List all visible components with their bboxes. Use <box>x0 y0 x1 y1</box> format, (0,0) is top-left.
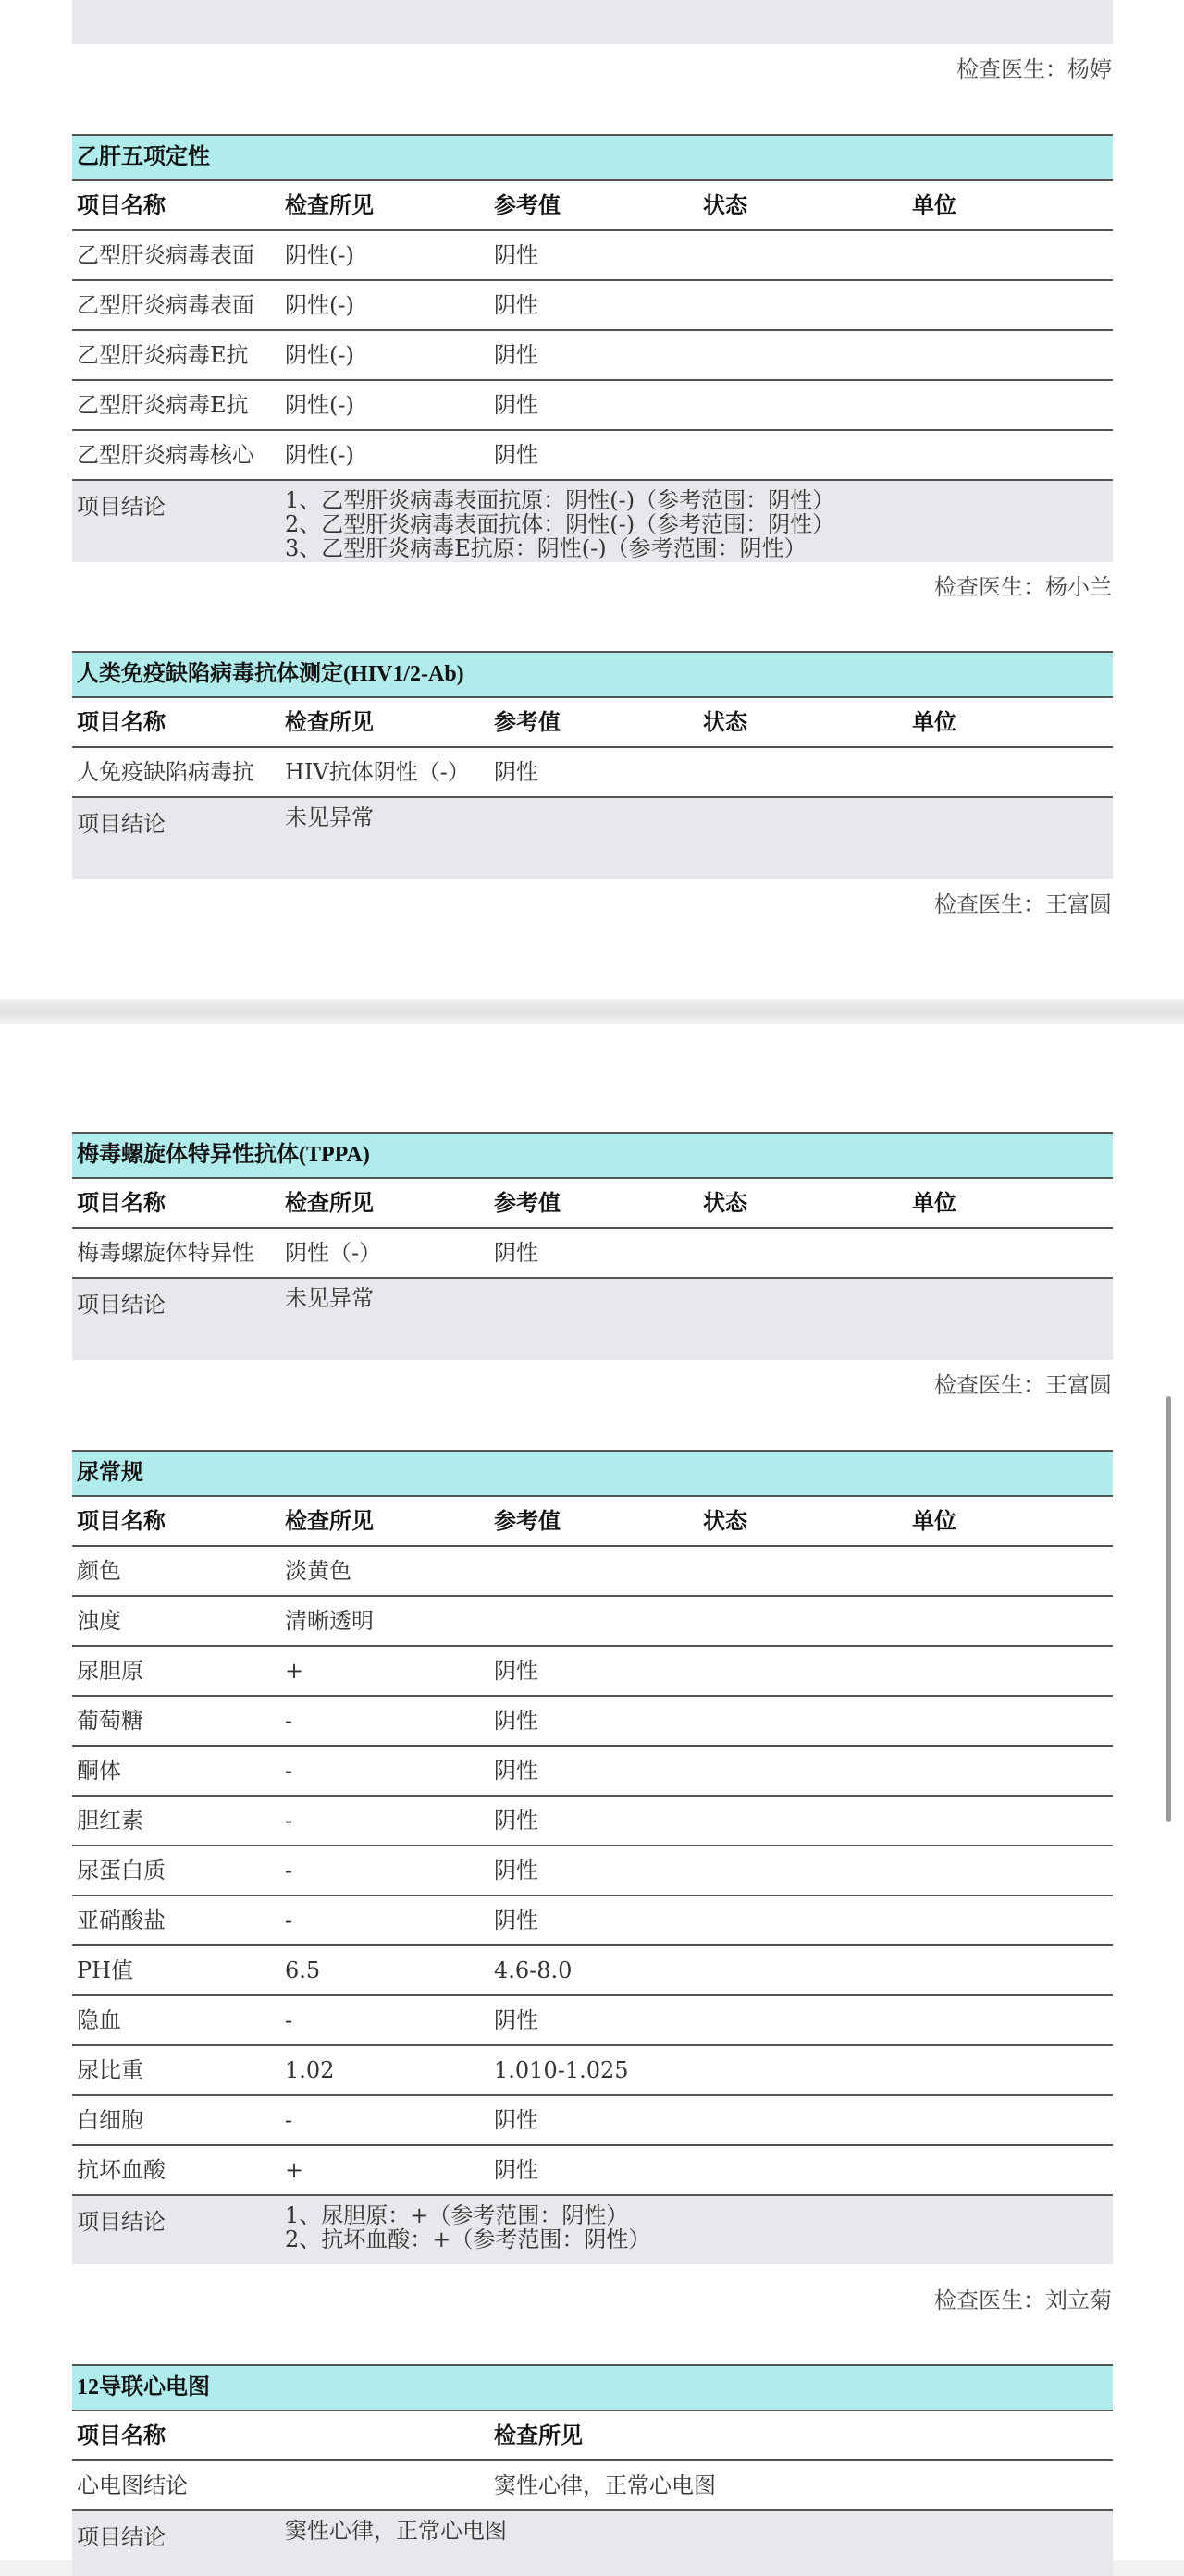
table-row: 浊度 清晰透明 <box>72 1597 1113 1647</box>
conclusion-text: 未见异常 <box>285 804 374 830</box>
table-row: 尿比重 1.02 1.010-1.025 <box>72 2046 1113 2096</box>
table-row: 乙型肝炎病毒核心 阴性(-) 阴性 <box>72 431 1113 481</box>
urine-section <box>72 1450 1113 2264</box>
table-row: 胆红素 - 阴性 <box>72 1797 1113 1846</box>
table-header: 项目名称 检查所见 <box>72 2411 1113 2461</box>
table-row: 乙型肝炎病毒表面 阴性(-) 阴性 <box>72 281 1113 331</box>
table-header: 项目名称 检查所见 参考值 状态 单位 <box>72 1179 1113 1229</box>
table-row: 隐血 - 阴性 <box>72 1996 1113 2046</box>
table-header: 项目名称 检查所见 参考值 状态 单位 <box>72 698 1113 748</box>
table-row: PH值 6.5 4.6-8.0 <box>72 1946 1113 1996</box>
section-title: 人类免疫缺陷病毒抗体测定(HIV1/2-Ab) <box>72 651 1113 698</box>
section-title: 12导联心电图 <box>72 2364 1113 2411</box>
section-title: 乙肝五项定性 <box>72 134 1113 181</box>
table-row: 亚硝酸盐 - 阴性 <box>72 1896 1113 1946</box>
conclusion-row: 项目结论 窦性心律，正常心电图 <box>72 2511 1113 2576</box>
conclusion-row: 项目结论 未见异常 <box>72 1279 1113 1360</box>
table-row: 心电图结论 窦性心律，正常心电图 <box>72 2461 1113 2511</box>
section-title: 梅毒螺旋体特异性抗体(TPPA) <box>72 1132 1113 1179</box>
doctor-signature: 检查医生：王富圆 <box>934 1372 1112 1398</box>
table-header: 项目名称 检查所见 参考值 状态 单位 <box>72 1497 1113 1547</box>
hbv-section <box>72 134 1113 562</box>
table-row: 抗坏血酸 + 阴性 <box>72 2146 1113 2196</box>
table-row: 白细胞 - 阴性 <box>72 2096 1113 2146</box>
conclusion-text: 窦性心律，正常心电图 <box>285 2518 507 2544</box>
conclusion-row: 项目结论 1、乙型肝炎病毒表面抗原：阴性(-)（参考范围：阴性） 2、乙型肝炎病毒表面抗体：阴性(-)（参考范围：阴性） 3、乙型肝炎病毒E抗原：阴性(-)（参考范围：阴性） <box>72 481 1113 562</box>
table-row: 乙型肝炎病毒E抗 阴性(-) 阴性 <box>72 381 1113 431</box>
table-row: 颜色 淡黄色 <box>72 1547 1113 1597</box>
section-title: 尿常规 <box>72 1450 1113 1497</box>
ecg-section <box>72 2364 1113 2576</box>
conclusion-text: 1、尿胆原：+（参考范围：阴性） 2、抗坏血酸：+（参考范围：阴性） <box>285 2202 651 2252</box>
doctor-signature: 检查医生：杨婷 <box>956 56 1112 82</box>
table-row: 尿蛋白质 - 阴性 <box>72 1846 1113 1896</box>
table-row: 尿胆原 + 阴性 <box>72 1647 1113 1697</box>
table-row: 乙型肝炎病毒E抗 阴性(-) 阴性 <box>72 331 1113 381</box>
table-row: 乙型肝炎病毒表面 阴性(-) 阴性 <box>72 231 1113 281</box>
report-page-2 <box>0 1024 1184 2560</box>
report-page-1 <box>0 0 1184 999</box>
conclusion-row: 项目结论 未见异常 <box>72 798 1113 879</box>
previous-section-conclusion <box>72 0 1113 44</box>
table-row: 葡萄糖 - 阴性 <box>72 1697 1113 1747</box>
table-row: 梅毒螺旋体特异性 阴性（-） 阴性 <box>72 1229 1113 1279</box>
conclusion-text: 1、乙型肝炎病毒表面抗原：阴性(-)（参考范围：阴性） 2、乙型肝炎病毒表面抗体：阴性(-)（参考范围：阴性） 3、乙型肝炎病毒E抗原：阴性(-)（参考范围：阴性） <box>285 487 835 561</box>
conclusion-row: 项目结论 1、尿胆原：+（参考范围：阴性） 2、抗坏血酸：+（参考范围：阴性） <box>72 2196 1113 2264</box>
doctor-signature: 检查医生：王富圆 <box>934 891 1112 917</box>
hiv-section <box>72 651 1113 879</box>
scrollbar-thumb[interactable] <box>1166 1396 1171 1822</box>
table-row: 酮体 - 阴性 <box>72 1747 1113 1797</box>
tppa-section <box>72 1132 1113 1360</box>
conclusion-text: 未见异常 <box>285 1285 374 1311</box>
doctor-signature: 检查医生：刘立菊 <box>934 2288 1112 2313</box>
table-row: 人免疫缺陷病毒抗 HIV抗体阴性（-） 阴性 <box>72 748 1113 798</box>
doctor-signature: 检查医生：杨小兰 <box>934 574 1112 600</box>
page-separator <box>0 999 1184 1024</box>
table-header: 项目名称 检查所见 参考值 状态 单位 <box>72 181 1113 231</box>
